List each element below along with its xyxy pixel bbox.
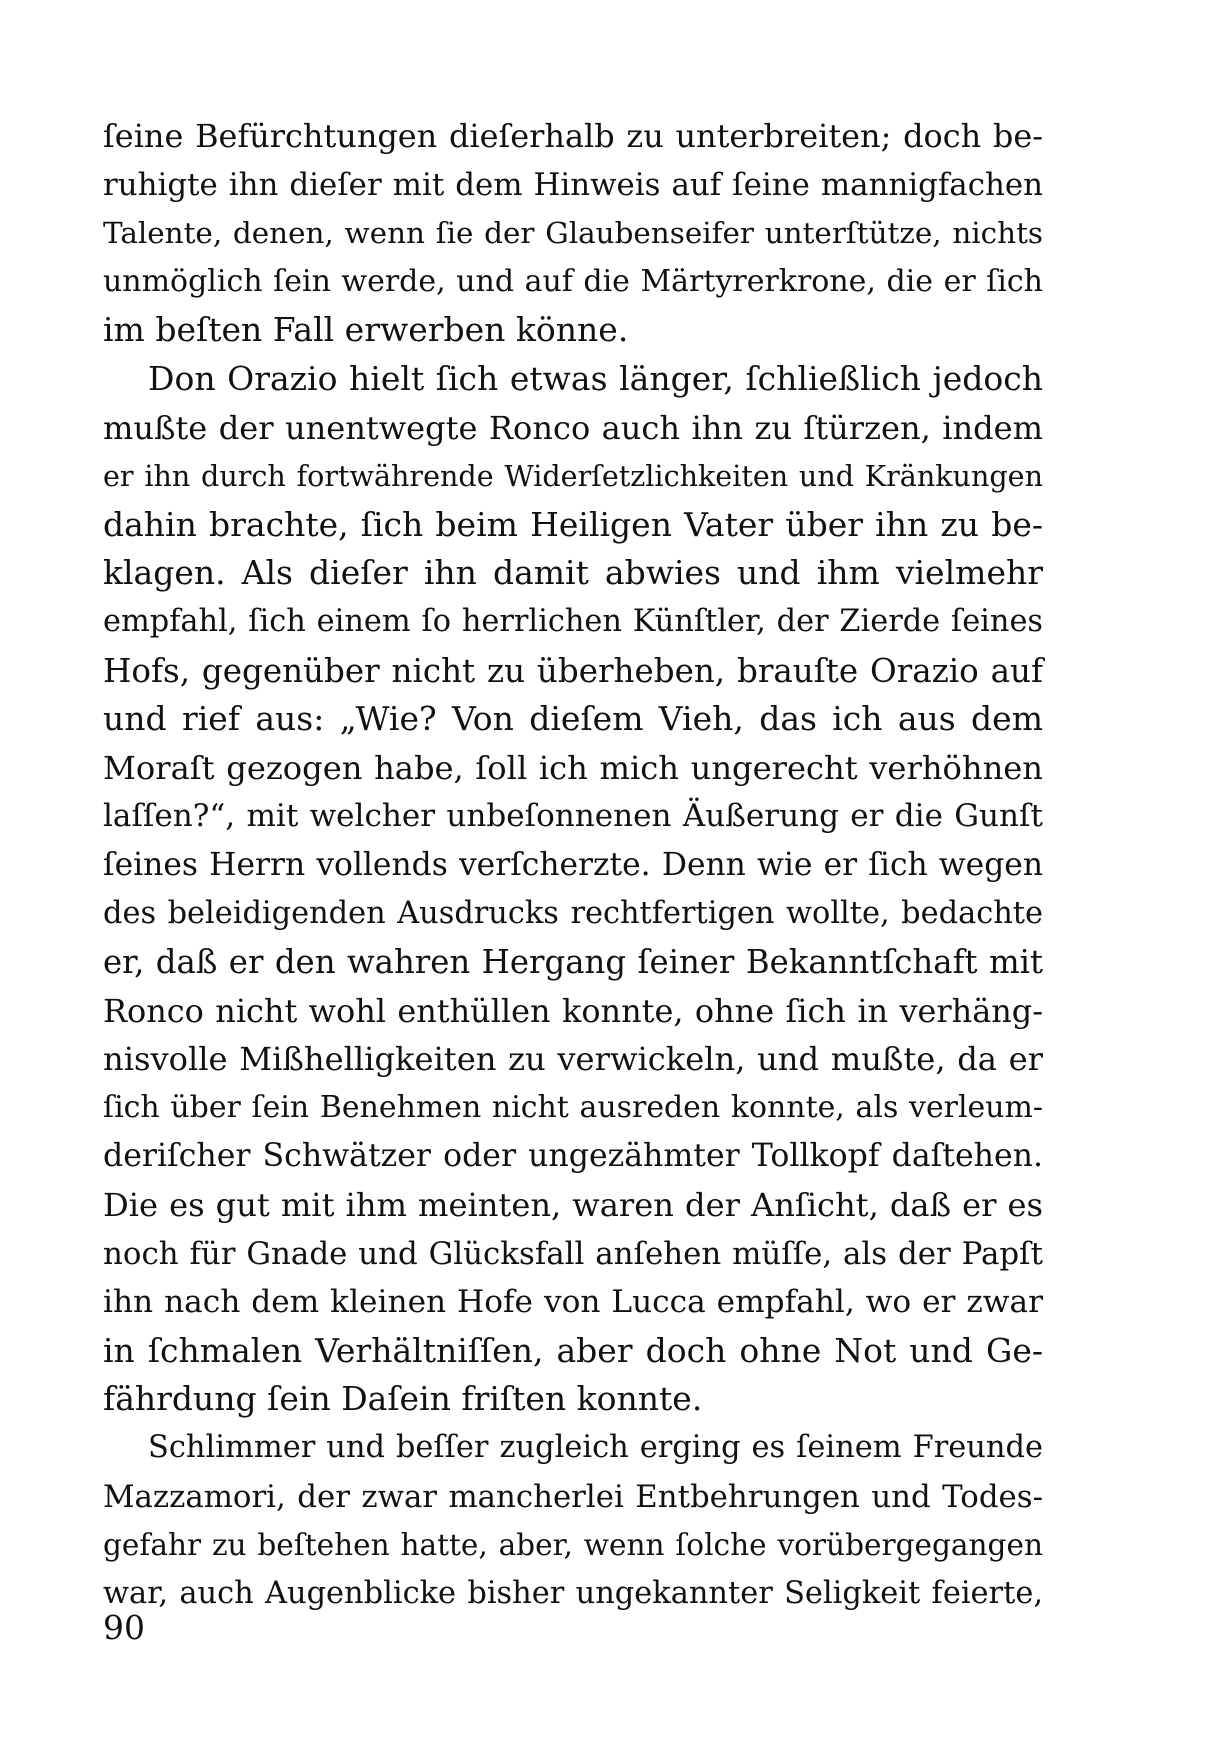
text-line: war, auch Augenblicke bisher ungekannter Seligkeit feierte, xyxy=(103,1575,1043,1611)
text-line: noch für Gnade und Glücksfall anſehen müſſe, als der Papſt xyxy=(103,1235,1043,1272)
text-line: fährdung ſein Daſein friſten konnte. xyxy=(103,1379,703,1419)
text-line: Die es gut mit ihm meinten, waren der Anſicht, daß er es xyxy=(103,1186,1043,1225)
text-line: gefahr zu beſtehen hatte, aber, wenn ſolche vorübergegangen xyxy=(103,1528,1043,1563)
text-line: nisvolle Mißhelligkeiten zu verwickeln, und mußte, da er xyxy=(103,1040,1043,1079)
paragraph-2 xyxy=(103,355,1043,1424)
text-line: mußte der unentwegte Ronco auch ihn zu ſtürzen, indem xyxy=(103,408,1043,447)
page-number: 90 xyxy=(103,1608,145,1647)
text-line: er, daß er den wahren Hergang ſeiner Bekanntſchaft mit xyxy=(103,943,1043,982)
text-line: ihn nach dem kleinen Hofe von Lucca empfahl, wo er zwar xyxy=(103,1284,1043,1321)
text-line: laſſen?“, mit welcher unbeſonnenen Äußerung er die Gunſt xyxy=(103,798,1043,835)
text-line: Hofs, gegenüber nicht zu überheben, brauſte Orazio auf xyxy=(103,651,1043,690)
text-line: klagen. Als dieſer ihn damit abwies und ihm vielmehr xyxy=(103,553,1043,593)
text-line: Don Orazio hielt ſich etwas länger, ſchließlich jedoch xyxy=(148,358,1043,398)
body-text xyxy=(103,112,1043,1618)
text-line: Mazzamori, der zwar mancherlei Entbehrungen und Todes- xyxy=(103,1478,1043,1515)
text-line: ſich über ſein Benehmen nicht ausreden konnte, als verleum- xyxy=(103,1089,1043,1125)
text-line: Ronco nicht wohl enthüllen konnte, ohne ſich in verhäng- xyxy=(103,991,1043,1030)
text-line: ſeines Herrn vollends verſcherzte. Denn wie er ſich wegen xyxy=(103,846,1043,883)
text-line: im beſten Fall erwerben könne. xyxy=(103,310,629,350)
text-line: dahin brachte, ſich beim Heiligen Vater über ihn zu be- xyxy=(103,504,1043,544)
paragraph-3 xyxy=(103,1424,1043,1618)
text-line: ruhigte ihn dieſer mit dem Hinweis auf ſeine mannigfachen xyxy=(103,166,1043,203)
text-line: empfahl, ſich einem ſo herrlichen Künſtler, der Zierde ſeines xyxy=(103,603,1043,639)
text-line: und rief aus: „Wie? Von dieſem Vieh, das ich aus dem xyxy=(103,699,1043,739)
text-line: Moraſt gezogen habe, ſoll ich mich ungerecht verhöhnen xyxy=(103,748,1043,787)
text-line: unmöglich ſein werde, und auf die Märtyrerkrone, die er ſich xyxy=(103,263,1043,299)
text-line: des beleidigenden Ausdrucks rechtfertigen wollte, bedachte xyxy=(103,895,1043,931)
paragraph-1 xyxy=(103,112,1043,355)
text-line: deriſcher Schwätzer oder ungezähmter Tollkopf daſtehen. xyxy=(103,1138,1043,1175)
text-line: ſeine Befürchtungen dieſerhalb zu unterbreiten; doch be- xyxy=(103,117,1043,155)
text-line: Talente, denen, wenn ſie der Glaubenseifer unterſtütze, nichts xyxy=(103,216,1043,251)
text-line: Schlimmer und beſſer zugleich erging es ſeinem Freunde xyxy=(148,1430,1043,1466)
text-line: in ſchmalen Verhältniſſen, aber doch ohne Not und Ge- xyxy=(103,1330,1043,1370)
text-line: er ihn durch fortwährende Widerſetzlichkeiten und Kränkungen xyxy=(103,459,1043,494)
